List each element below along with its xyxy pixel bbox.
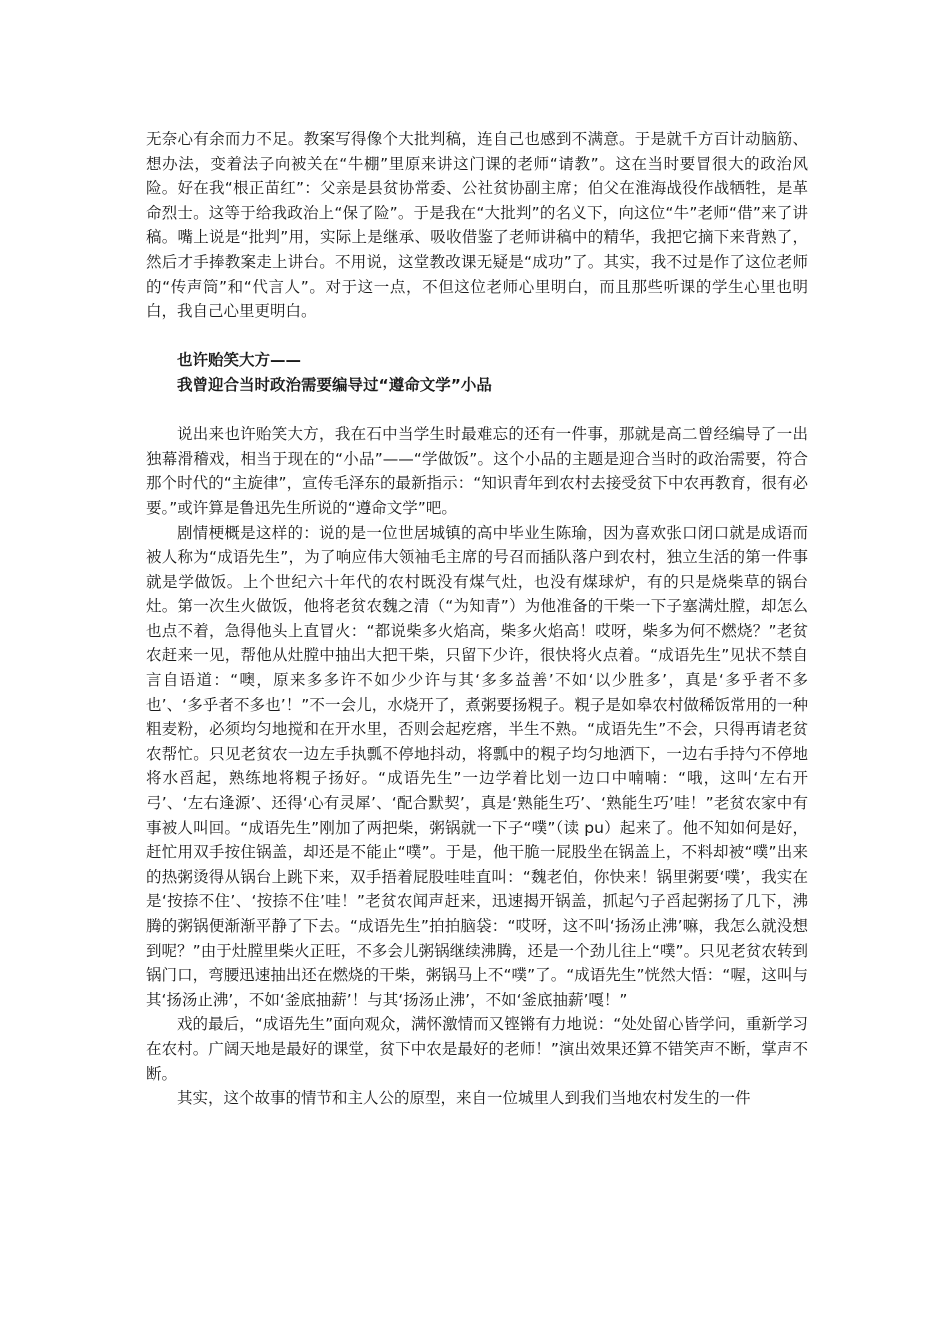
body-paragraph: 其实，这个故事的情节和主人公的原型，来自一位城里人到我们当地农村发生的一件 [177,1089,751,1108]
spacer [146,398,808,423]
document-body [146,127,808,1111]
body-paragraph: 剧情梗概是这样的：说的是一位世居城镇的高中毕业生陈瑜，因为喜欢张口闭口就是成语而被人称为“成语先生”，为了响应伟大领袖毛主席的号召而插队落户到农村，独立生活的第一件事就是学做饭。上个世纪六十年代的农村既没有煤气灶，也没有煤球炉，有的只是烧柴草的锅台灶。第一次生火做饭，他将老贫农魏之清（“为知青”）为他准备的干柴一下子塞满灶膛，却怎么也点不着，急得他头上直冒火：“都说柴多火焰高，柴多火焰高！哎呀，柴多为何不燃烧？”老贫农赶来一见，帮他从灶膛中抽出大把干柴，只留下少许，很快将火点着。“成语先生”见状不禁自言自语道：“噢，原来多多许不如少少许与其‘多多益善’不如‘以少胜多’，真是‘多乎者不多也’、‘多乎者不多也’！”不一会儿，水烧开了，煮粥要扬粯子。粯子是如皋农村做稀饭常用的一种粗麦粉，必须均匀地搅和在开水里，否则会起疙瘩，半生不熟。“成语先生”不会，只得再请老贫农帮忙。只见老贫农一边左手执瓢不停地抖动，将瓢中的粯子均匀地洒下，一边右手持勺不停地将水舀起，熟练地将粯子扬好。“成语先生”一边学着比划一边口中喃喃：“哦，这叫‘左右开弓’、‘左右逢源’、还得‘心有灵犀’、‘配合默契’，真是‘熟能生巧’、‘熟能生巧’哇！”老贫农家中有事被人叫回。“成语先生”刚加了两把柴，粥锅就一下子“噗”（读 pu）起来了。他不知如何是好，赶忙用双手按住锅盖，却还是不能止“噗”。于是，他干脆一屁股坐在锅盖上，不料却被“噗”出来的热粥烫得从锅台上跳下来，双手捂着屁股哇哇直叫：“魏老伯，你快来！锅里粥要‘噗’，我实在是‘按捺不住’、‘按捺不住’哇！”老贫农闻声赶来，迅速揭开锅盖，抓起勺子舀起粥扬了几下，沸腾的粥锅便渐渐平静了下去。“成语先生”拍拍脑袋：“哎呀，这不叫‘扬汤止沸’嘛，我怎么就没想到呢？”由于灶膛里柴火正旺，不多会儿粥锅继续沸腾，还是一个劲儿往上“噗”。只见老贫农转到锅门口，弯腰迅速抽出还在燃烧的干柴，粥锅马上不“噗”了。“成语先生”恍然大悟：“喔，这叫与其‘扬汤止沸’，不如‘釜底抽薪’！与其‘扬汤止沸’，不如‘釜底抽薪’嘎！” [146,523,808,1009]
spacer [146,324,808,349]
body-paragraph: 戏的最后，“成语先生”面向观众，满怀激情而又铿锵有力地说：“处处留心皆学问，重新学习在农村。广阔天地是最好的课堂，贫下中农是最好的老师！”演出效果还算不错笑声不断，掌声不断。 [146,1015,808,1083]
body-paragraph: 说出来也许贻笑大方，我在石中当学生时最难忘的还有一件事，那就是高二曾经编导了一出独幕滑稽戏，相当于现在的“小品”——“学做饭”。这个小品的主题是迎合当时的政治需要，符合那个时代的“主旋律”，宣传毛泽东的最新指示：“知识青年到农村去接受贫下中农再教育，很有必要。”或许算是鲁迅先生所说的“遵命文学”吧。 [146,425,808,517]
section-heading-line1: 也许贻笑大方—— [177,351,302,370]
opening-paragraph: 无奈心有余而力不足。教案写得像个大批判稿，连自己也感到不满意。于是就千方百计动脑筋、想办法，变着法子向被关在“牛棚”里原来讲这门课的老师“请教”。这在当时要冒很大的政治风险。好在我“根正苗红”：父亲是县贫协常委、公社贫协副主席；伯父在淮海战役作战牺牲，是革命烈士。这等于给我政治上“保了险”。于是我在“大批判”的名义下，向这位“牛”老师“借”来了讲稿。嘴上说是“批判”用，实际上是继承、吸收借鉴了老师讲稿中的精华，我把它摘下来背熟了，然后才手捧教案走上讲台。不用说，这堂教改课无疑是“成功”了。其实，我不过是作了这位老师的“传声筒”和“代言人”。对于这一点，不但这位老师心里明白，而且那些听课的学生心里也明白，我自己心里更明白。 [146,130,808,321]
section-heading-line2: 我曾迎合当时政治需要编导过“遵命文学”小品 [177,375,492,394]
